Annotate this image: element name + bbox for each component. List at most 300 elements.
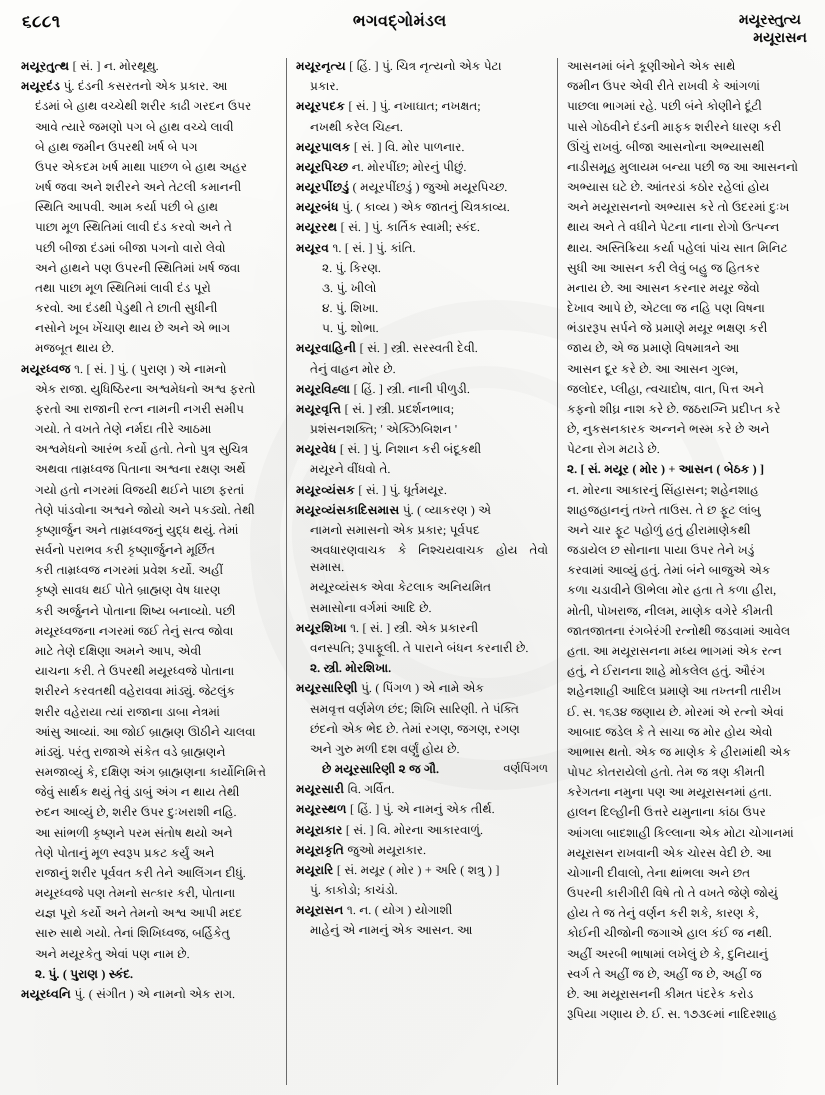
entry-headword: મયૂરસારિણી [296, 681, 358, 696]
entry-text: [ સં. ] સ્ત્રી. સરસ્વતી દેવી. [356, 341, 478, 356]
entry-line [296, 461, 548, 478]
entry-text: [ સં. ] પું. નખાઘાત; નખક્ષત; [345, 99, 481, 114]
entry-line [21, 98, 277, 115]
entry-headword: મયૂરનૃત્ય [296, 59, 346, 73]
entry-headword: મયૂરધ્વનિ [21, 986, 71, 1001]
entry-line [21, 623, 277, 640]
entry-line [567, 865, 804, 882]
dictionary-entry [21, 58, 277, 75]
entry-text: ૧. [ સં. ] પું. ( પુરાણ ) એ નામનો [70, 361, 227, 376]
entry-line [296, 542, 548, 576]
entry-line [21, 421, 277, 438]
entry-text: પું. ( સંગીત ) એ નામનો એક રાગ. [70, 986, 236, 1001]
entry-text: છંદનો એક ભેદ છે. તેમાં રગણ, જગણ, રગણ [310, 721, 520, 736]
entry-text: આબાદ જડેલ કે તે સાચા જ મોર હોય એવો [567, 724, 773, 739]
entry-text: પેટના રોગ મટાડે છે. [567, 442, 660, 457]
entry-text: કળા ચડાવીને ઊભેલા મોર હતા તે કળા હીરા, [567, 583, 777, 598]
entry-headword: મયૂરવૃત્તિ [296, 401, 342, 416]
entry-text: ૨. પું. કિરણ. [322, 260, 381, 275]
entry-line [567, 885, 804, 902]
entry-line [21, 280, 277, 297]
entry-line [567, 784, 804, 801]
entry-line [21, 139, 277, 156]
entry-headword: મયૂરાસન [296, 903, 344, 918]
entry-text: [ સં. ] પું. નિશાન કરી બંદૂકથી [336, 442, 482, 457]
entry-text: સર્વનો પરાભવ કરી કૃષ્ણાર્જુનને મૂર્છિત [35, 543, 215, 558]
entry-line [567, 764, 804, 781]
entry-line [567, 663, 804, 680]
entry-line [296, 721, 548, 738]
entry-line [21, 159, 277, 176]
entry-text: સ્વર્ગ તે અહીં જ છે, અહીં જ છે, અહીં જ [567, 966, 762, 981]
dictionary-entry [296, 902, 548, 919]
entry-text: નાડીસમૂહ મુલાયમ બન્યા પછી જ આ આસનનો [567, 159, 798, 174]
entry-line [567, 401, 804, 418]
entry-text: રાજાનું શરીર પૂર્વવત કરી તેને આલિંગન દીધું. [35, 865, 246, 880]
entry-text: સ્થિતિ આપવી. આમ કર્યા પછી બે હાથ [35, 200, 219, 215]
entry-text: [ હિં. ] સ્ત્રી. નાની પીળુડી. [350, 381, 470, 396]
entry-headword: મયૂરપદક [296, 99, 346, 114]
entry-line [296, 361, 548, 378]
entry-text: [ સં. મયૂર ( મોર ) + અરિ ( શત્રુ ) ] [333, 862, 500, 877]
entry-text: જેવું સાર્થક થયું તેવું ડાબું અંગ ન થાય તેથી [35, 785, 240, 800]
entry-text: તથા પાછા મૂળ સ્થિતિમાં લાવી દંડ પૂરો [35, 280, 211, 295]
entry-line [21, 300, 277, 317]
dictionary-entry [296, 58, 548, 75]
entry-line [21, 260, 277, 277]
entry-text: રુદન આવ્યું છે, શરીર ઉપર દુઃખરાશી નહિ. [35, 805, 237, 820]
entry-line [567, 320, 804, 337]
entry-text: એક રાજા. યુધિષ્ઠિરના અશ્વમેધનો અશ્વ ફરતો [35, 381, 256, 396]
dictionary-entry [21, 78, 277, 95]
entry-text: [ હિં. ] પું. ચિત્ર નૃત્યનો એક પેટા [345, 59, 502, 73]
entry-line [567, 825, 804, 842]
entry-text: ( મયૂરપીંછડું ) જુઓ મયૂરપિચ્છ. [349, 180, 508, 195]
dictionary-entry [21, 361, 277, 378]
entry-line [567, 78, 804, 95]
entry-line [296, 320, 548, 337]
entry-text: આસનમાં બંને કૂણીઓને એક સાથે [567, 59, 736, 73]
entry-line [296, 600, 548, 617]
dictionary-entry [21, 986, 277, 1003]
entry-line [296, 882, 548, 899]
entry-line [296, 579, 548, 596]
entry-text: [ સં. ] સ્ત્રી. પ્રદર્શનભાવ; [341, 401, 455, 416]
entry-headword: મયૂરવેધ [296, 442, 337, 457]
entry-text: છે. આ મયૂરાસનની કીમત પંદરેક કરોડ [567, 986, 754, 1001]
entry-headword: મયૂરસ્થળ [296, 802, 347, 817]
dictionary-entry [296, 340, 548, 357]
entry-line [567, 461, 804, 478]
entry-text: શહેનશાહી આદિલ પ્રમાણે આ તખ્તની તારીખ [567, 684, 782, 699]
entry-line [567, 381, 804, 398]
entry-line [296, 741, 548, 758]
entry-text: ગયો હતો નગરમાં વિજયી થઈને પાછા ફરતાં [35, 482, 245, 497]
dictionary-entry [296, 620, 548, 637]
entry-text: પું. દંડની કસરતનો એક પ્રકાર. આ [60, 79, 228, 94]
entry-text: પું. ( વ્યાકરણ ) એ [399, 502, 491, 517]
entry-line [21, 199, 277, 216]
entry-text: પું. કાકોડો; કાચંડો. [310, 883, 398, 898]
entry-text: છે મયૂરસારિણી ૨ જ ગૌ. [322, 762, 439, 777]
entry-line [21, 219, 277, 236]
dictionary-entry [296, 179, 548, 196]
entry-line [21, 441, 277, 458]
entry-line [21, 643, 277, 660]
entry-headword: મયૂરતુત્થ [21, 59, 70, 73]
entry-text: આંસુ આવ્યાં. આ જોઈ બ્રાહ્મણ ઊઠીને ચાલવા [35, 724, 256, 739]
entry-text: ગયો. તે વખતે તેણે નર્મદા તીરે આઠમા [35, 422, 212, 437]
entry-text: ૫. પું. શોભા. [322, 321, 379, 336]
entry-line [567, 603, 804, 620]
entry-text: સમવૃત્ત વર્ણમેળ છંદ; શિખિ સારિણી. તે પંક્તિ [310, 701, 519, 716]
entry-line [567, 582, 804, 599]
entry-line [21, 381, 277, 398]
entry-text: આસન દૂર કરે છે. આ આસન ગુલ્મ, [567, 361, 739, 376]
entry-text: કરેગતના નમુના પણ આ મયૂરાસનમાં હતા. [567, 785, 772, 800]
entry-line [21, 603, 277, 620]
entry-text: [ સં. ] પું. કાર્તિક સ્વામી; સ્કંદ. [337, 220, 480, 235]
entry-text: માટે તેણે દક્ષિણા અમને આપ, એવી [35, 643, 202, 658]
entry-text: આભાસ થતો. એક જ માણેક કે હીરામાંથી એક [567, 744, 791, 759]
entry-headword: મયૂરવાહિની [296, 341, 357, 356]
entry-headword: મયૂરરથ [296, 220, 338, 235]
entry-text: અને મયૂરાસનનો અભ્યાસ કરે તો ઉદરમાં દુઃખ [567, 200, 790, 215]
entry-line [21, 825, 277, 842]
entry-text: ઈ. સ. ૧૬૩૪ જણાય છે. મોરમાં એ રત્નો એવાં [567, 704, 784, 719]
entry-text: ઉપર એકદમ ખર્ષ માથા પાછળ બે હાથ અહર [35, 159, 247, 174]
entry-headword: મયૂરસારી [296, 782, 345, 797]
entry-line [567, 361, 804, 378]
entry-line [21, 966, 277, 983]
entry-text: પોપટ કોતરાયેલો હતો. તેમ જ ત્રણ કીમતી [567, 765, 765, 780]
entry-line [567, 643, 804, 660]
entry-text: પાછા મૂળ સ્થિતિમાં લાવી દંડ કરવો અને તે [35, 220, 232, 235]
column-middle [286, 58, 558, 1085]
dictionary-entry [296, 801, 548, 818]
entry-headword: મયૂરપાલક [296, 139, 351, 154]
entry-text: સમજાવ્યું કે, દક્ષિણ અંગ બ્રાહ્મણના કાર્યોનિમિત્તે [35, 765, 266, 780]
entry-line [21, 784, 277, 801]
entry-text: કૃષ્ણાર્જુન અને તામ્રધ્વજનું યુદ્ધ થયું. તેમાં [35, 522, 239, 537]
entry-line [21, 724, 277, 741]
entry-text: તેણે પાંડવોના અશ્વને જોયો અને પકડ્યો. તેથી [35, 502, 255, 517]
entry-line [296, 522, 548, 539]
entry-line [567, 522, 804, 539]
entry-line [567, 199, 804, 216]
entry-line [296, 119, 548, 136]
entry-line [21, 542, 277, 559]
entry-text: તેનું વાહન મોર છે. [310, 361, 396, 376]
entry-text: પું. ( કાવ્ય ) એક જાતનું ચિત્રકાવ્ય. [338, 200, 510, 215]
running-head [739, 12, 809, 48]
entry-text: મયૂરધ્વજના નગરમાં જઈ તેનું સત્વ જોવા [35, 623, 234, 638]
entry-text: યજ્ઞ પૂરો કર્યો અને તેમનો અશ્વ આપી મદદ [35, 906, 243, 921]
three-column-body [0, 58, 825, 1095]
entry-line [296, 640, 548, 657]
entry-text: પાછલા ભાગમાં રહે. પછી બંને કોણીને દૂંટી [567, 99, 762, 114]
entry-line [296, 922, 548, 939]
entry-line [567, 1006, 804, 1023]
entry-text: [ સં. ] ન. મોરથૂથુ. [69, 59, 159, 73]
dictionary-entry [296, 862, 548, 879]
entry-line [567, 300, 804, 317]
entry-text: ૧. [ સં. ] પું. કાંતિ. [329, 240, 416, 255]
entry-text: થાય. અસ્તિક્રિયા કર્યા પહેલાં પાંચ સાત મિનિટ [567, 240, 788, 255]
entry-headword: મયૂરબંધ [296, 200, 339, 215]
entry-line [21, 885, 277, 902]
entry-headword: મયૂરારિ [296, 862, 334, 877]
entry-text: ફરતો આ રાજાની રત્ન નામની નગરી સમીપ [35, 401, 244, 416]
entry-text: [ હિં. ] પું. એ નામનું એક તીર્થ. [346, 802, 495, 817]
entry-line [567, 542, 804, 559]
entry-line [21, 865, 277, 882]
entry-text: [ સં. ] પું. ધૂર્તમયૂર. [354, 482, 447, 497]
entry-text: ચોગાની દીવાલો, તેના થાંભલા અને છત [567, 865, 751, 880]
entry-text: અને હાથને પણ ઉપરની સ્થિતિમાં ખર્ષ જવા [35, 260, 241, 275]
entry-line [21, 562, 277, 579]
entry-text: યાચના કરી. તે ઉપરથી મયૂરધ્વજે પોતાના [35, 664, 235, 679]
entry-text: શાહજહાનનું તખ્તે તાઉસ. તે છ ફૂટ લાંબુ [567, 502, 761, 517]
entry-text: પ્રશંસનશક્તિ; ' એક્ઝિબિશન ' [310, 422, 458, 437]
entry-text: આંગલા બાદશાહી કિલ્લાના એક મોટા ચોગાનમાં [567, 825, 794, 840]
entry-line [21, 582, 277, 599]
entry-text: તેણે પોતાનું મૂળ સ્વરૂપ પ્રકટ કર્યું અને [35, 845, 215, 860]
entry-text: ૨. સ્ત્રી. મોરશિખા. [310, 661, 392, 676]
entry-headword: મયૂરવ્યંસકાદિસમાસ [296, 502, 400, 517]
entry-line [567, 340, 804, 357]
entry-text: શરીર વહેરાયા ત્યાં રાજાના ડાબા નેત્રમાં [35, 704, 220, 719]
dictionary-entry [296, 219, 548, 236]
entry-line [567, 260, 804, 277]
entry-text: ૧. ન. ( યોગ ) યોગાશી [343, 903, 453, 918]
entry-text: ૧. [ સં. ] સ્ત્રી. એક પ્રકારની [346, 620, 479, 635]
entry-line [567, 58, 804, 75]
entry-line [567, 482, 804, 499]
entry-text: નામનો સમાસનો એક પ્રકાર; પૂર્વપદ [310, 522, 480, 537]
entry-text: પ્રકાર. [310, 79, 339, 94]
entry-text: અભ્યાસ ઘટે છે. આંતરડાં કઠોર રહેલાં હોય [567, 180, 770, 195]
entry-text: ઉપરની કારીગીરી વિષે તો તે વખતે જેણે જોયું [567, 886, 778, 901]
entry-text: જુઓ મયૂરાકાર. [343, 842, 427, 857]
dictionary-entry [296, 482, 548, 499]
entry-text: વનસ્પતિ; રૂપાફૂલી. તે પારાને બંધન કરનારી છે. [310, 640, 529, 655]
entry-line [21, 683, 277, 700]
entry-text: છે, નુકસનકારક અન્નને ભસ્મ કરે છે અને [567, 422, 770, 437]
entry-text: પછી બીજા દંડમાં બીજા પગનો વારો લેવો [35, 240, 226, 255]
entry-text: જાતજાતના રંગબેરંગી રત્નોથી જડવામાં આવેલ [567, 623, 791, 638]
entry-line [567, 946, 804, 963]
entry-text: અને ચાર ફૂટ પહોળું હતું હીરામાણેકથી [567, 522, 751, 537]
entry-text: કરી અર્જુનને પોતાના શિષ્ય બનાવ્યો. પછી [35, 603, 236, 618]
running-head-line-1: મયૂરસ્તુત્ય [738, 13, 801, 28]
entry-line [21, 764, 277, 781]
entry-line [567, 179, 804, 196]
entry-line [21, 905, 277, 922]
entry-line [21, 179, 277, 196]
column-right [558, 58, 813, 1085]
dictionary-entry [296, 502, 548, 519]
entry-text: કફનો શીઘ્ર નાશ કરે છે. જઠરાગ્નિ પ્રદીપ્ત કરે [567, 401, 781, 416]
entry-line [21, 482, 277, 499]
entry-text: વિ. ગર્વિત. [344, 782, 395, 797]
entry-line [296, 260, 548, 277]
dictionary-entry [296, 842, 548, 859]
entry-line [567, 421, 804, 438]
entry-line [567, 98, 804, 115]
dictionary-entry [296, 781, 548, 798]
entry-headword: મયૂરાકૃતિ [296, 842, 344, 857]
entry-line [567, 845, 804, 862]
entry-headword: મયૂરવિહ્લા [296, 381, 351, 396]
entry-line [567, 139, 804, 156]
entry-line [567, 562, 804, 579]
dictionary-entry [296, 199, 548, 216]
entry-line [567, 502, 804, 519]
entry-text: અને મયૂરકેતુ એવાં પણ નામ છે. [35, 946, 190, 961]
entry-line [21, 845, 277, 862]
entry-line [296, 701, 548, 718]
entry-source-reference: વર્ણપિંગળ [503, 763, 548, 776]
dictionary-entry [296, 240, 548, 257]
entry-text: ભંડારરૂપ સર્પને જે પ્રમાણે મયૂર ભક્ષણ કરી [567, 321, 768, 336]
dictionary-entry [296, 381, 548, 398]
dictionary-entry [296, 159, 548, 176]
entry-text: [ સં. ] વિ. મોર પાળનાર. [350, 139, 465, 154]
entry-text: જમીન ઉપર એવી રીતે રાખવી કે આંગળાં [567, 79, 761, 94]
dictionary-entry [296, 98, 548, 115]
entry-text: [ સં. ] વિ. મોરના આકારવાળું. [342, 822, 484, 837]
entry-text: શરીરને કરવતથી વહેરાવવા માંડ્યું. જેટલુંક [35, 684, 235, 699]
entry-line [567, 925, 804, 942]
entry-text: ૪. પું. શિખા. [322, 301, 379, 316]
entry-headword: મયૂરવ્યંસક [296, 482, 355, 497]
column-left [12, 58, 286, 1085]
entry-headword: મયૂરાકાર [296, 822, 343, 837]
entry-text: સારુ સાથે ગયો. તેનાં શિખિધ્વજ, બર્હિકેતુ [35, 926, 230, 941]
entry-text: મયૂરાસન રાખવાની એક ચોરસ વેદી છે. આ [567, 845, 772, 860]
entry-text: ન. મોરના આકારનું સિંહાસન; શહેનશાહ [567, 482, 759, 497]
entry-text: ૨. પું. ( પુરાણ ) સ્કંદ. [35, 966, 134, 981]
entry-text: માહેનું એ નામનું એક આસન. આ [310, 923, 473, 938]
entry-text: અવધારણવાચક કે નિશ્ચયવાચક હોય તેવો સમાસ. [310, 543, 548, 575]
entry-line [21, 340, 277, 357]
entry-line [567, 744, 804, 761]
entry-text: અથવા તામ્રધ્વજ પિતાના અશ્વના રક્ષણ અર્થે [35, 462, 246, 477]
entry-line [21, 461, 277, 478]
dictionary-entry [296, 680, 548, 697]
entry-line [567, 159, 804, 176]
entry-text: જાય છે, એ જ પ્રમાણે વિષમાત્રને આ [567, 341, 740, 356]
entry-text: રૂપિયા ગણાય છે. ઈ. સ. ૧૭૩૯માં નાદિરશાહ [567, 1007, 777, 1022]
dictionary-entry [296, 139, 548, 156]
entry-text: ૩. પું. ખીલો [322, 280, 377, 295]
entry-line [21, 925, 277, 942]
entry-headword: મયૂરવ [296, 240, 330, 255]
entry-text: સમાસોના વર્ગમાં આદિ છે. [310, 600, 432, 615]
entry-text: નસોને ખૂબ ખેંચાણ થાય છે અને એ ભાગ [35, 321, 231, 336]
entry-line [296, 300, 548, 317]
entry-text: અહીં અરબી ભાષામાં લખેલું છે કે, દુનિયાનું [567, 946, 768, 961]
entry-line [296, 280, 548, 297]
entry-line [296, 761, 548, 778]
entry-line [567, 280, 804, 297]
entry-line [567, 623, 804, 640]
entry-text: પાસે ગોઠવીને દંડની માફક શરીરને ધારણ કરી [567, 119, 782, 134]
entry-text: જડાયેલ છ સોનાના પાયા ઉપર તેને ખડું [567, 543, 755, 558]
entry-text: અને ગુરુ મળી દશ વર્ણું હોય છે. [310, 741, 460, 756]
entry-line [567, 683, 804, 700]
entry-line [567, 986, 804, 1003]
entry-text: નખથી કરેલ ચિહ્ન. [310, 119, 403, 134]
entry-text: મનાય છે. આ આસન કરનાર મયૂર જેવો [567, 280, 760, 295]
entry-text: આ સાંભળી કૃષ્ણને પરમ સંતોષ થયો અને [35, 825, 233, 840]
entry-text: ખર્ષ જવા અને શરીરને અને તેટલી કમાનની [35, 180, 242, 195]
entry-line [567, 905, 804, 922]
running-head-line-2: મયૂરાસન [753, 30, 807, 46]
book-title: ભગવદ્ગોમંડલ [352, 13, 447, 30]
entry-text: કરવામાં આવ્યું હતું. તેમાં બંને બાજુએ એક [567, 563, 771, 578]
entry-text: મયૂરધ્વજે પણ તેમનો સત્કાર કરી, પોતાના [35, 886, 236, 901]
entry-line [567, 966, 804, 983]
entry-line [21, 704, 277, 721]
entry-line [296, 78, 548, 95]
entry-text: જલોદર, પ્લીહા, ત્વચાદોષ, વાત, પિત્ત અને [567, 381, 764, 396]
entry-line [21, 502, 277, 519]
entry-text: પું. ( પિંગળ ) એ નામે એક [357, 681, 484, 696]
dictionary-entry [296, 822, 548, 839]
entry-line [567, 724, 804, 741]
dictionary-entry [296, 401, 548, 418]
entry-line [567, 219, 804, 236]
entry-headword: મયૂરપિચ્છ [296, 159, 349, 174]
entry-line [567, 441, 804, 458]
entry-line [21, 119, 277, 136]
entry-line [21, 744, 277, 761]
entry-line [296, 421, 548, 438]
entry-line [21, 946, 277, 963]
dictionary-entry [296, 441, 548, 458]
entry-text: બે હાથ જમીન ઉપરથી ખર્ષ બે પગ [35, 139, 198, 154]
page-number: ૬૮૮૧ [22, 12, 61, 31]
entry-line [296, 660, 548, 677]
entry-line [567, 804, 804, 821]
entry-line [21, 522, 277, 539]
entry-line [21, 240, 277, 257]
entry-text: હાલન દિલ્હીની ઉત્તરે યમુનાના કાંઠા ઉપર [567, 805, 766, 820]
entry-headword: મયૂરપીંછડું [296, 180, 350, 195]
entry-text: કોઈની ચીજોની જગાએ હાલ કંઈ જ નથી. [567, 926, 772, 941]
entry-text: મોતી, પોખરાજ, નીલમ, માણેક વગેરે કીમતી [567, 603, 774, 618]
entry-headword: મયૂરધ્વજ [21, 361, 71, 376]
entry-headword: મયૂરદંડ [21, 79, 61, 94]
entry-text: મયૂરને વીંધવો તે. [310, 462, 391, 477]
entry-text: હોય તે જ તેનું વર્ણન કરી શકે, કારણ કે, [567, 906, 759, 921]
entry-line [21, 663, 277, 680]
entry-line [21, 804, 277, 821]
entry-line [567, 240, 804, 257]
entry-text: સુધી આ આસન કરી લેવું બહુ જ હિતકર [567, 260, 760, 275]
page-header [0, 0, 825, 58]
entry-text: ન. મોરપીંછ; મોરનું પીછું. [348, 159, 467, 174]
entry-text: દેખાવ આપે છે, એટલા જ નહિ પણ વિષના [567, 301, 765, 316]
entry-line [567, 704, 804, 721]
entry-headword: મયૂરશિખા [296, 620, 347, 635]
entry-text: મયૂરવ્યંસક એવા કેટલાક અનિયમિત [310, 580, 492, 595]
entry-text: હતું, ને ઈરાનના શાહે મોકલેલ હતું. ઔરંગ [567, 664, 766, 679]
entry-line [21, 401, 277, 418]
entry-text: કરી તામ્રધ્વજ નગરમાં પ્રવેશ કર્યો. અહીં [35, 563, 224, 578]
